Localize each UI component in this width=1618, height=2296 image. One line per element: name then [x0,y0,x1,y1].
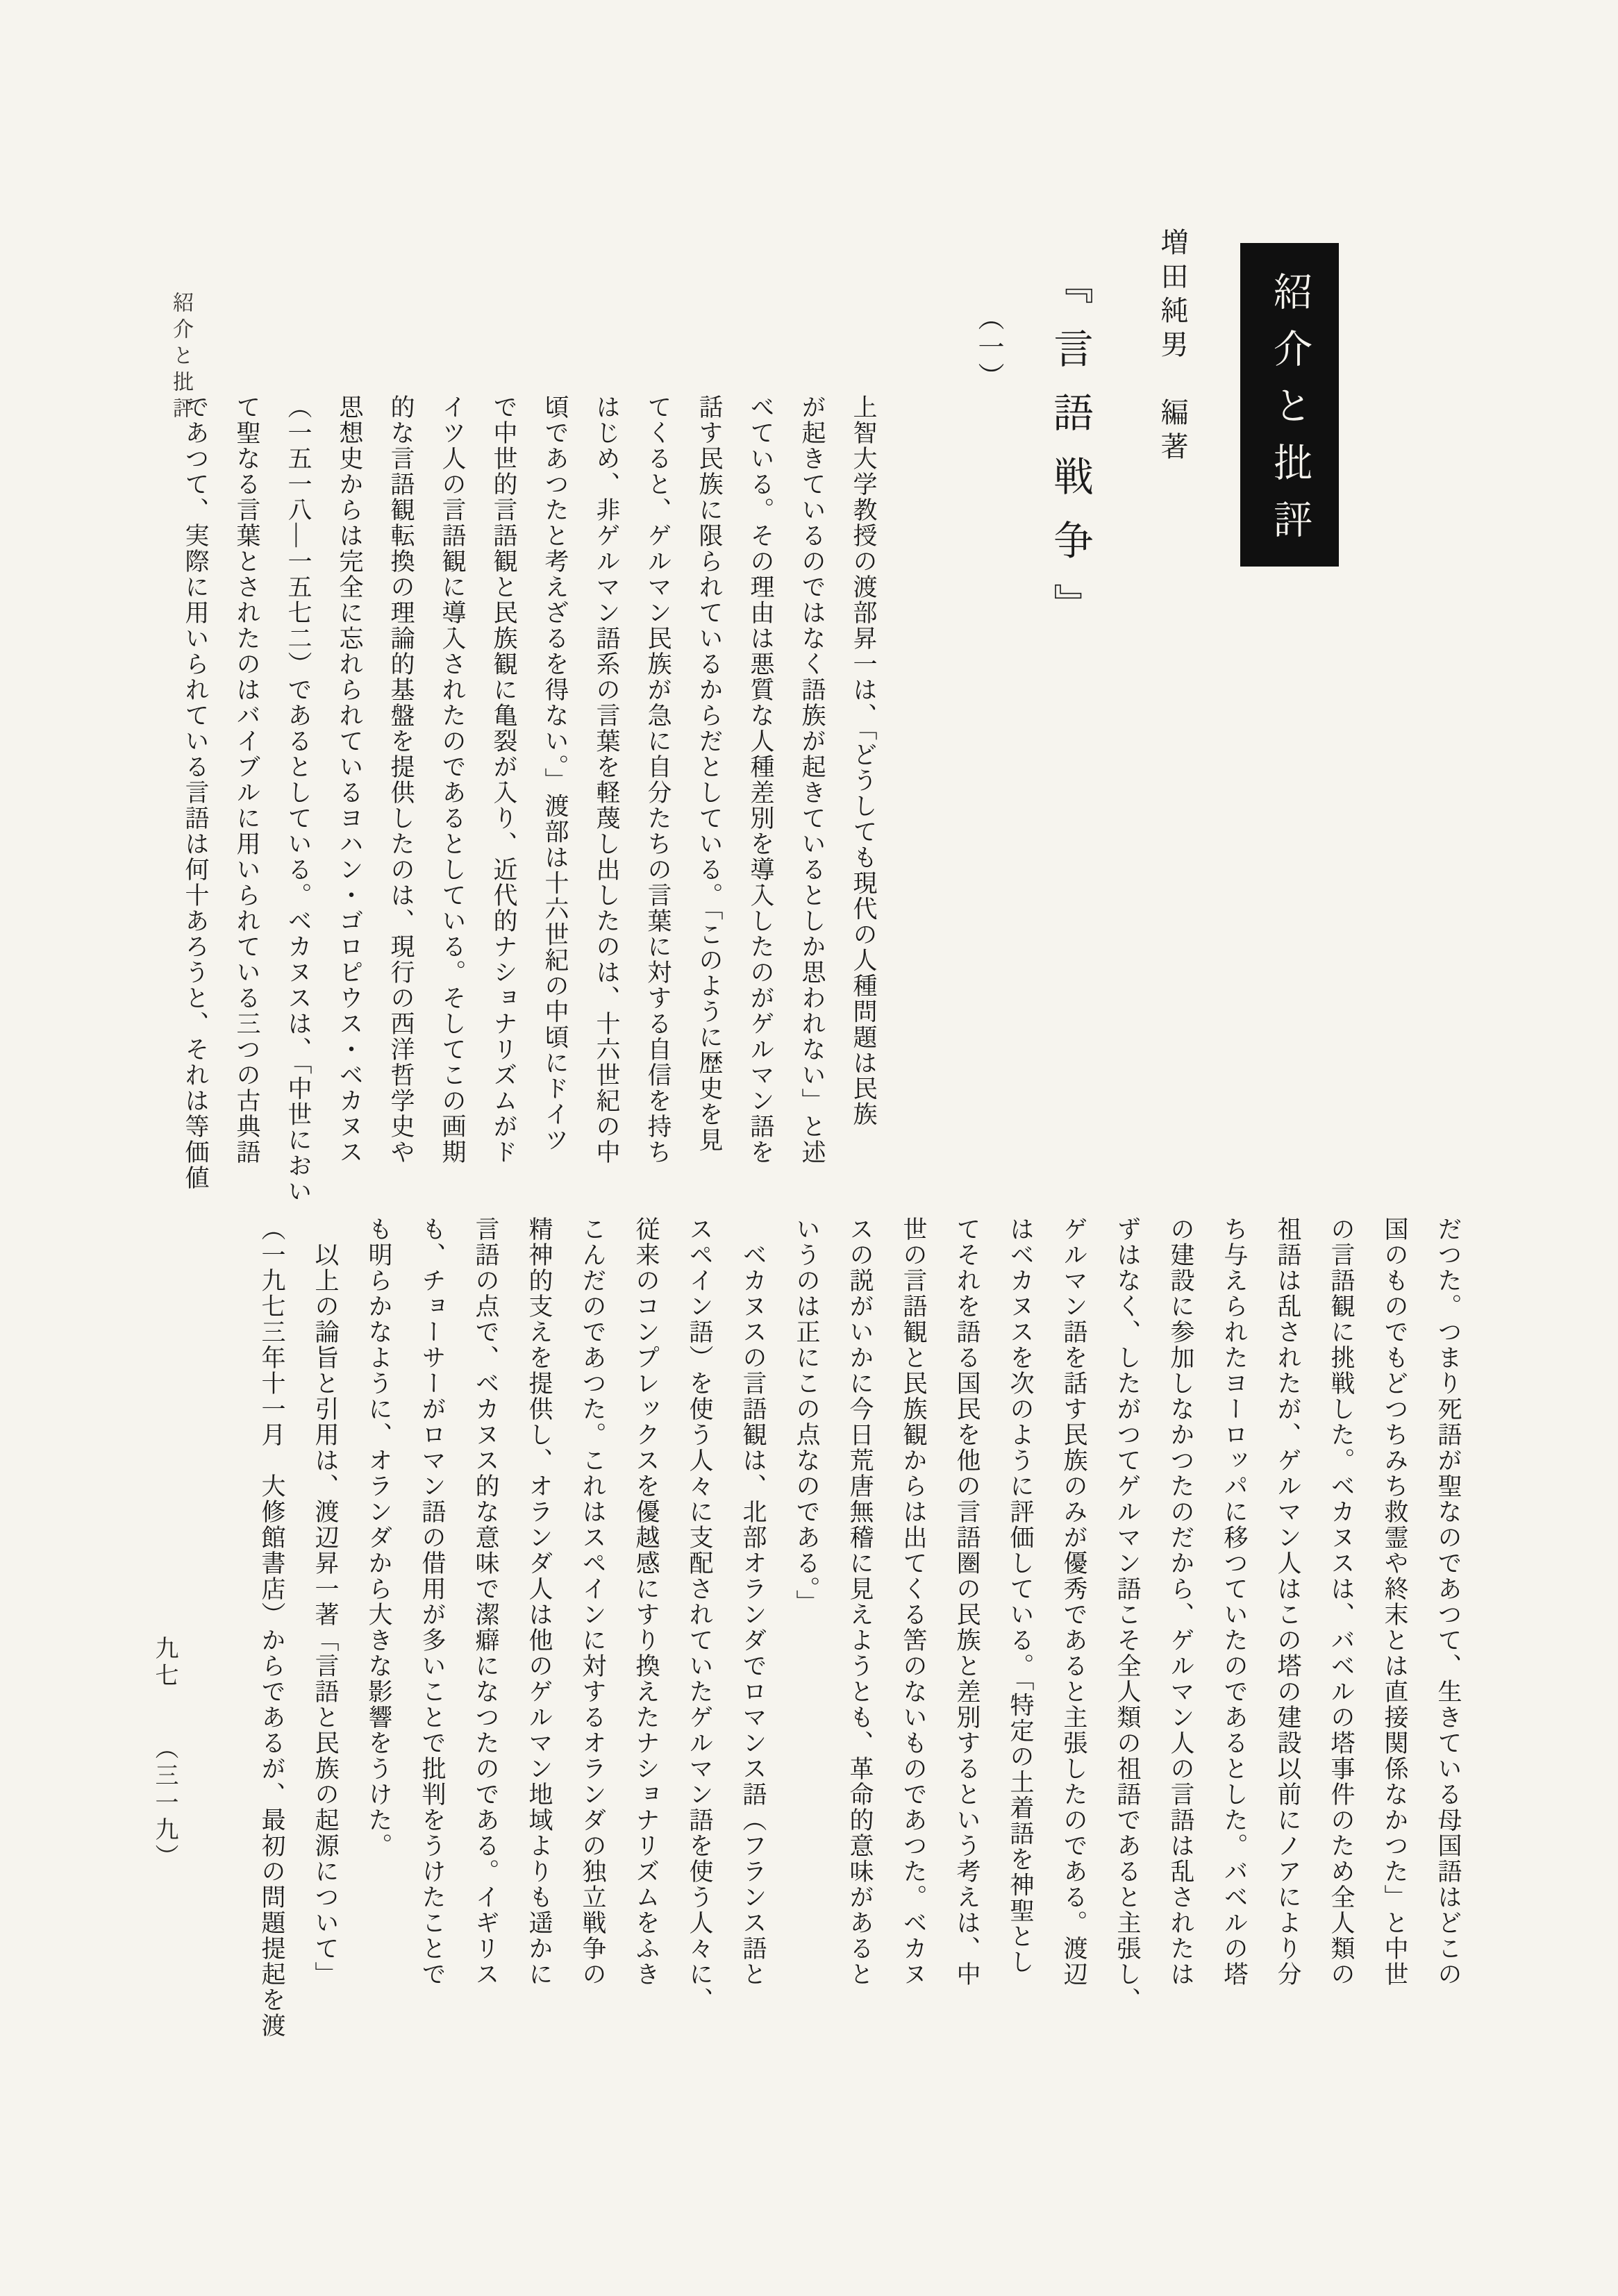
text-column: こんだのであつた。これはスペインに対するオランダの独立戦争の [579,1216,606,1987]
editor-name: 増田純男 編著 [1157,228,1188,466]
text-column: ずはなく、したがつてゲルマン語こそ全人類の祖語であると主張し、 [1114,1216,1141,2013]
text-column: 世の言語観と民族観からは出てくる筈のないものであつた。ベカヌ [900,1216,927,1987]
text-column: べている。その理由は悪質な人種差別を導入したのがゲルマン語を [747,394,774,1165]
page-number-column [147,1636,181,1871]
text-column: 祖語は乱されたが、ゲルマン人はこの塔の建設以前にノアにより分 [1274,1216,1301,1987]
text-column: 言語の点で、ベカヌス的な意味で潔癖になつたのである。イギリス [472,1216,499,1987]
text-column: てくると、ゲルマン民族が急に自分たちの言葉に対する自信を持ち [644,394,672,1165]
text-column: ベカヌスの言語観は、北部オランダでロマンス語（フランス語と [740,1216,767,1987]
text-column: 頃であつたと考えざるを得ない。」渡部は十六世紀の中頃にドイツ [542,394,569,1153]
text-column: 上智大学教授の渡部昇一は、「どうしても現代の人種問題は民族 [850,394,877,1128]
text-column: 従来のコンプレックスを優越感にすり換えたナショナリズムをふき [633,1216,660,1987]
text-column: 以上の論旨と引用は、渡辺昇一著「言語と民族の起源について」 [312,1216,339,1987]
section-label-box [1240,243,1339,567]
text-column: てそれを語る国民を他の言語圏の民族と差別するという考えは、中 [953,1216,981,1987]
book-title: 『言語戦争』 [1047,264,1092,647]
text-column: はじめ、非ゲルマン語系の言葉を軽蔑し出したのは、十六世紀の中 [593,394,620,1165]
running-head: 紹介と批評 [169,292,192,424]
text-column: スペイン語）を使う人々に支配されていたゲルマン語を使う人々に、 [686,1216,713,2013]
text-column: であつて、実際に用いられている言語は何十あろうと、それは等価値 [182,394,209,1191]
text-column: も明らかなように、オランダから大きな影響をうけた。 [365,1216,392,1859]
text-column: はベカヌスを次のように評価している。「特定の土着語を神聖とし [1007,1216,1034,1975]
text-column: ち与えられたヨーロッパに移つていたのであるとした。バベルの塔 [1221,1216,1248,1987]
text-column: の建設に参加しなかつたのだから、ゲルマン人の言語は乱されたは [1167,1216,1194,1987]
text-column: て聖なる言葉とされたのはバイブルに用いられている三つの古典語 [233,394,260,1165]
review-text-upper-block [169,394,889,1238]
text-column: スの説がいかに今日荒唐無稽に見えようとも、革命的意味があると [846,1216,874,1987]
text-column: 国のものでもどつちみち救霊や終末とは直接関係なかつた」と中世 [1381,1216,1408,1987]
text-column: が起きているのではなく語族が起きているとしか思われない」と述 [799,394,826,1165]
text-column: 的な言語観転換の理論的基盤を提供したのは、現行の西洋哲学史や [387,394,415,1165]
page-number-paren: （三一九） [151,1735,177,1871]
section-label: 紹介と批評 [1268,271,1311,556]
text-column: （一九七三年十一月 大修館書店）からであるが、最初の問題提起を渡 [258,1216,285,2038]
review-text-lower-block [245,1216,1475,2081]
text-column: も、チョーサーがロマン語の借用が多いことで批判をうけたことで [419,1216,446,1987]
text-column: ゲルマン語を話す民族のみが優秀であると主張したのである。渡辺 [1060,1216,1087,1987]
part-number: （一） [974,304,1003,392]
text-column: で中世的言語観と民族観に亀裂が入り、近代的ナショナリズムがド [490,394,517,1165]
text-column: （一五一八―一五七二）であるとしている。ベカヌスは、「中世におい [285,394,312,1205]
text-column: いうのは正にこの点なのである。」 [793,1216,820,1616]
text-column: だつた。つまり死語が聖なのであつて、生きている母国語はどこの [1435,1216,1462,1987]
text-column: 思想史からは完全に忘れられているヨハン・ゴロピウス・ベカヌス [336,394,363,1165]
text-column: の言語観に挑戦した。ベカヌスは、バベルの塔事件のため全人類の [1328,1216,1355,1987]
text-column: イツ人の言語観に導入されたのであるとしている。そしてこの画期 [439,394,466,1165]
page-number: 九七 [151,1636,177,1690]
text-column: 精神的支えを提供し、オランダ人は他のゲルマン地域よりも遥かに [526,1216,553,1987]
text-column: 話す民族に限られているからだとしている。「このように歴史を見 [696,394,723,1153]
